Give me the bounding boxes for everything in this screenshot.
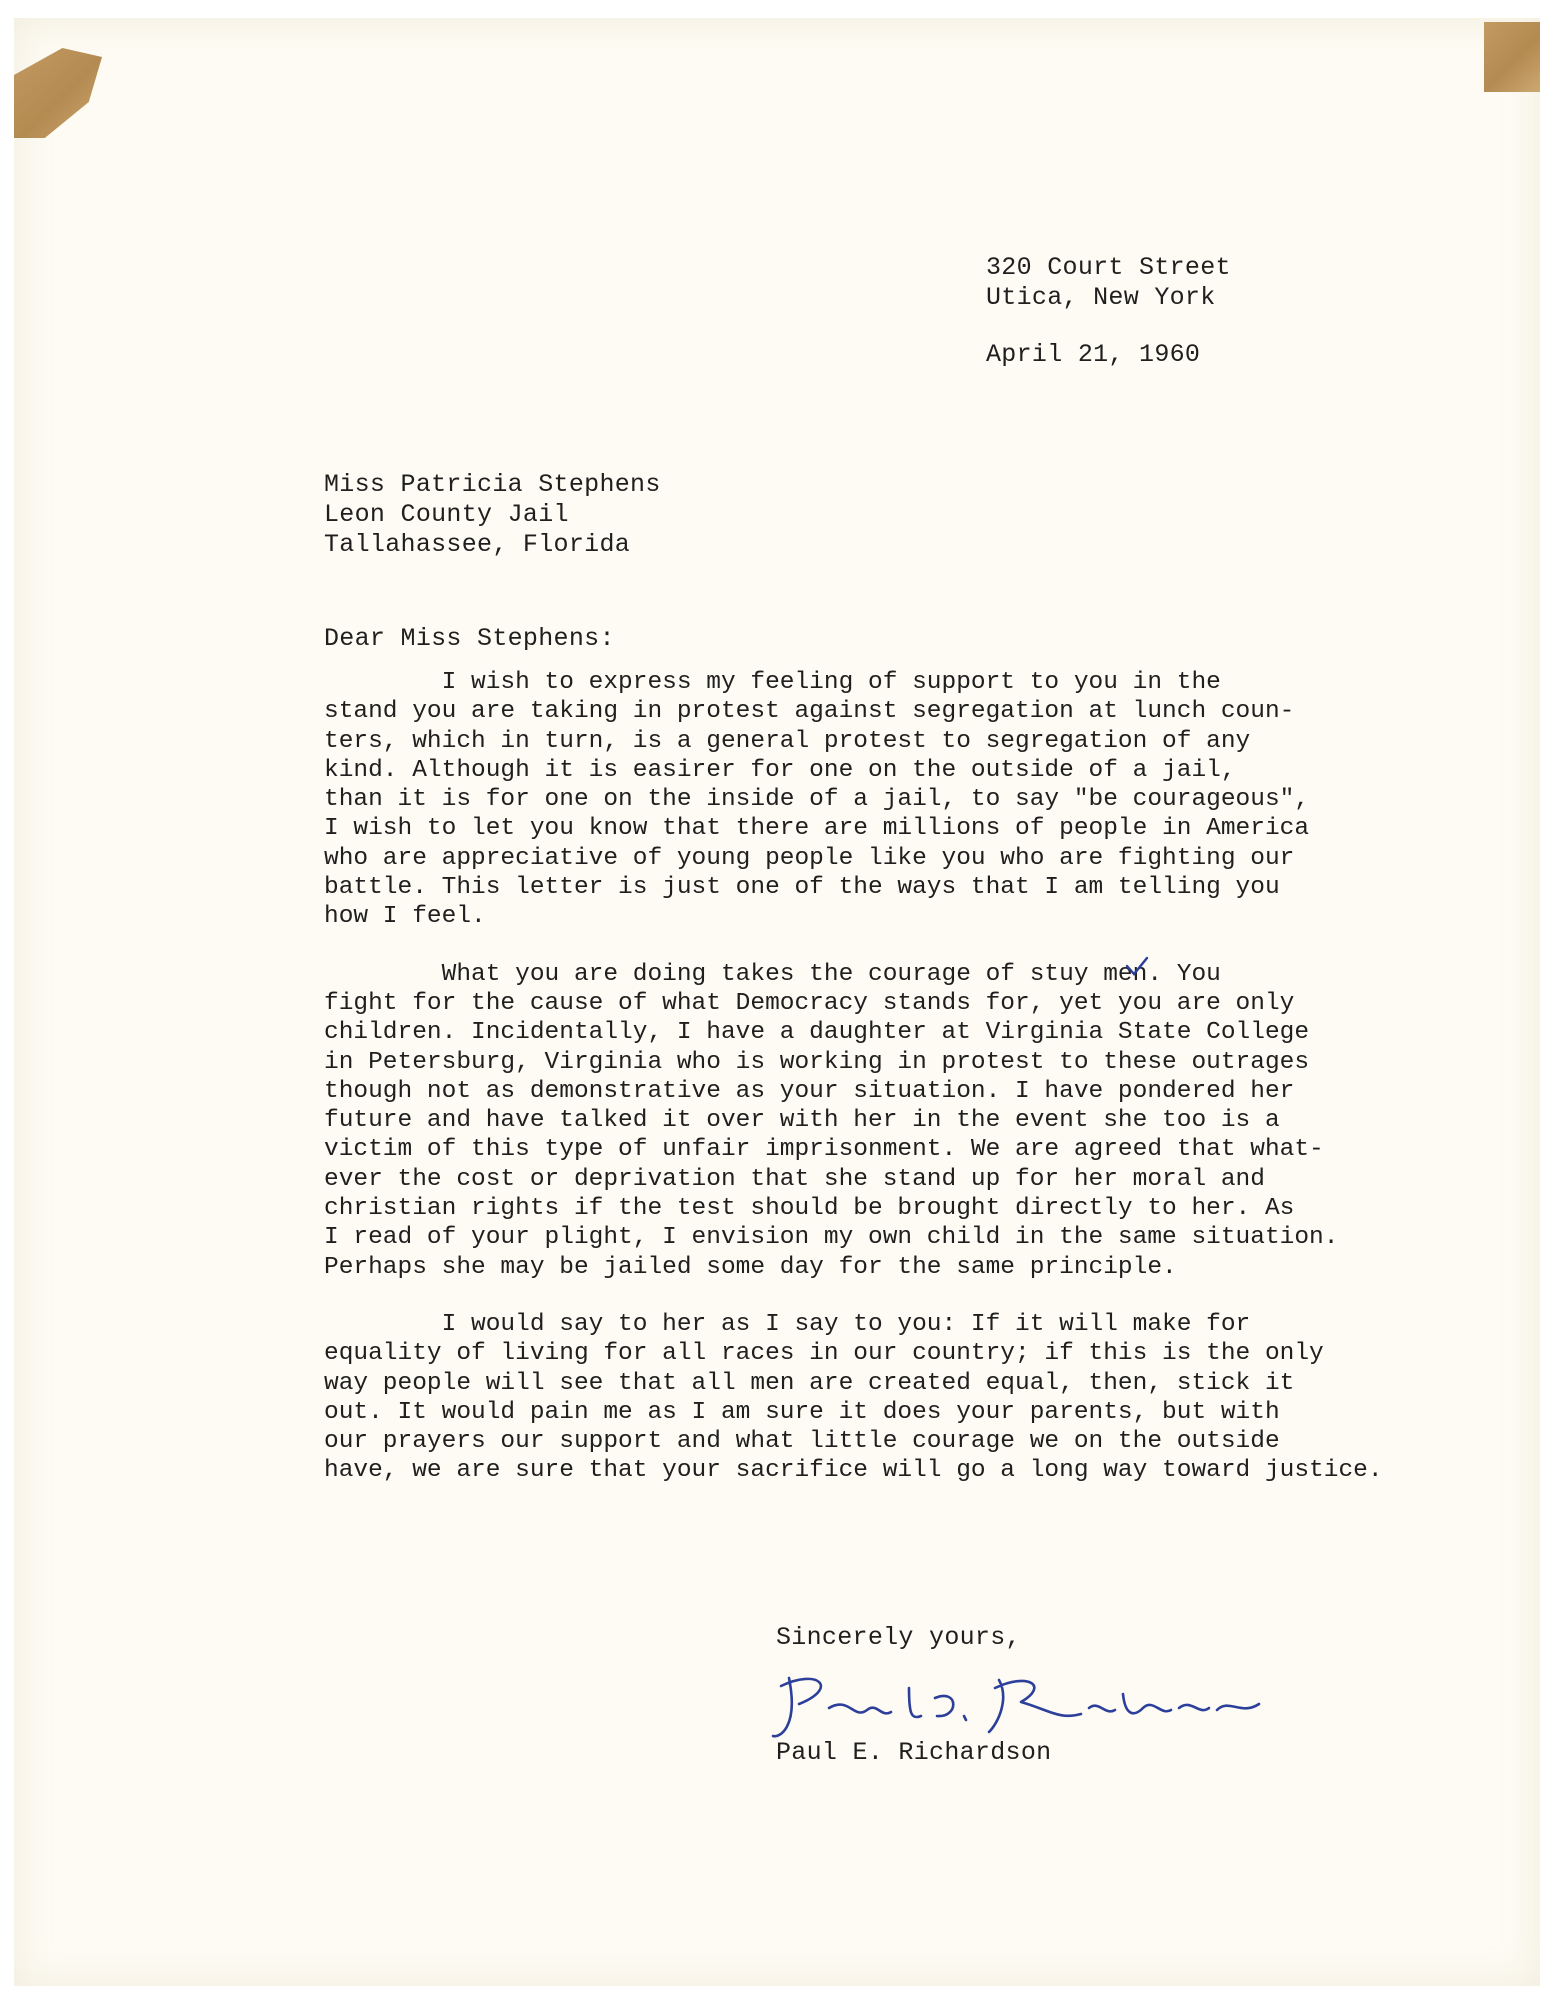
paragraph-line: stand you are taking in protest against segregation at lunch coun- [324, 698, 1295, 726]
handwritten-check-mark [1124, 956, 1150, 978]
paragraph-1 [324, 668, 1414, 932]
paragraph-line: fight for the cause of what Democracy stands for, yet you are only [324, 989, 1295, 1017]
paragraph-line: though not as demonstrative as your situation. I have pondered her [324, 1077, 1295, 1105]
paragraph-line: ever the cost or deprivation that she stand up for her moral and [324, 1165, 1265, 1193]
paragraph-line: Perhaps she may be jailed some day for the same principle. [324, 1253, 1177, 1281]
tape-top-right [1484, 22, 1540, 92]
paragraph-line: children. Incidentally, I have a daughter at Virginia State College [324, 1019, 1310, 1047]
letter-date: April 21, 1960 [986, 340, 1201, 369]
letter-page [14, 18, 1540, 1986]
paragraph-line: future and have talked it over with her in the event she too is a [324, 1107, 1280, 1135]
paragraph-line: have, we are sure that your sacrifice will go a long way toward justice. [324, 1457, 1383, 1485]
paragraph-line: ters, which in turn, is a general protest to segregation of any [324, 727, 1251, 755]
printed-name: Paul E. Richardson [776, 1738, 1052, 1767]
sender-address-line-2: Utica, New York [986, 283, 1216, 312]
recipient-line-1: Miss Patricia Stephens [324, 470, 661, 499]
paragraph-line: battle. This letter is just one of the ways that I am telling you [324, 874, 1280, 902]
handwritten-signature [759, 1658, 1279, 1748]
paragraph-line: victim of this type of unfair imprisonment. We are agreed that what- [324, 1136, 1324, 1164]
paragraph-line: christian rights if the test should be brought directly to her. As [324, 1195, 1295, 1223]
recipient-address [324, 470, 661, 560]
paragraph-line: I wish to let you know that there are millions of people in America [324, 815, 1310, 843]
paragraph-line: in Petersburg, Virginia who is working in protest to these outrages [324, 1048, 1310, 1076]
paragraph-line: I would say to her as I say to you: If it will make for [324, 1310, 1251, 1338]
paragraph-line: kind. Although it is easirer for one on the outside of a jail, [324, 756, 1236, 784]
tape-top-left [14, 48, 102, 138]
paragraph-line: out. It would pain me as I am sure it does your parents, but with [324, 1398, 1280, 1426]
sender-address [986, 253, 1231, 313]
paragraph-line: who are appreciative of young people like you who are fighting our [324, 844, 1295, 872]
paragraph-line: than it is for one on the inside of a jail, to say "be courageous", [324, 786, 1310, 814]
paragraph-line: equality of living for all races in our country; if this is the only [324, 1340, 1324, 1368]
recipient-line-2: Leon County Jail [324, 500, 569, 529]
paragraph-2 [324, 960, 1414, 1282]
salutation: Dear Miss Stephens: [324, 624, 615, 653]
closing: Sincerely yours, [776, 1623, 1021, 1652]
letter-body [324, 668, 1414, 1514]
recipient-line-3: Tallahassee, Florida [324, 530, 631, 559]
paragraph-line: way people will see that all men are created equal, then, stick it [324, 1369, 1295, 1397]
signature-drawing [759, 1658, 1279, 1748]
paragraph-3 [324, 1310, 1414, 1486]
paragraph-line: I wish to express my feeling of support to you in the [324, 669, 1221, 696]
paragraph-line: our prayers our support and what little courage we on the outside [324, 1428, 1280, 1456]
paragraph-line: I read of your plight, I envision my own child in the same situation. [324, 1224, 1339, 1252]
paragraph-line: What you are doing takes the courage of stuy men. You [324, 960, 1221, 988]
sender-address-line-1: 320 Court Street [986, 253, 1231, 282]
paragraph-line: how I feel. [324, 903, 486, 931]
